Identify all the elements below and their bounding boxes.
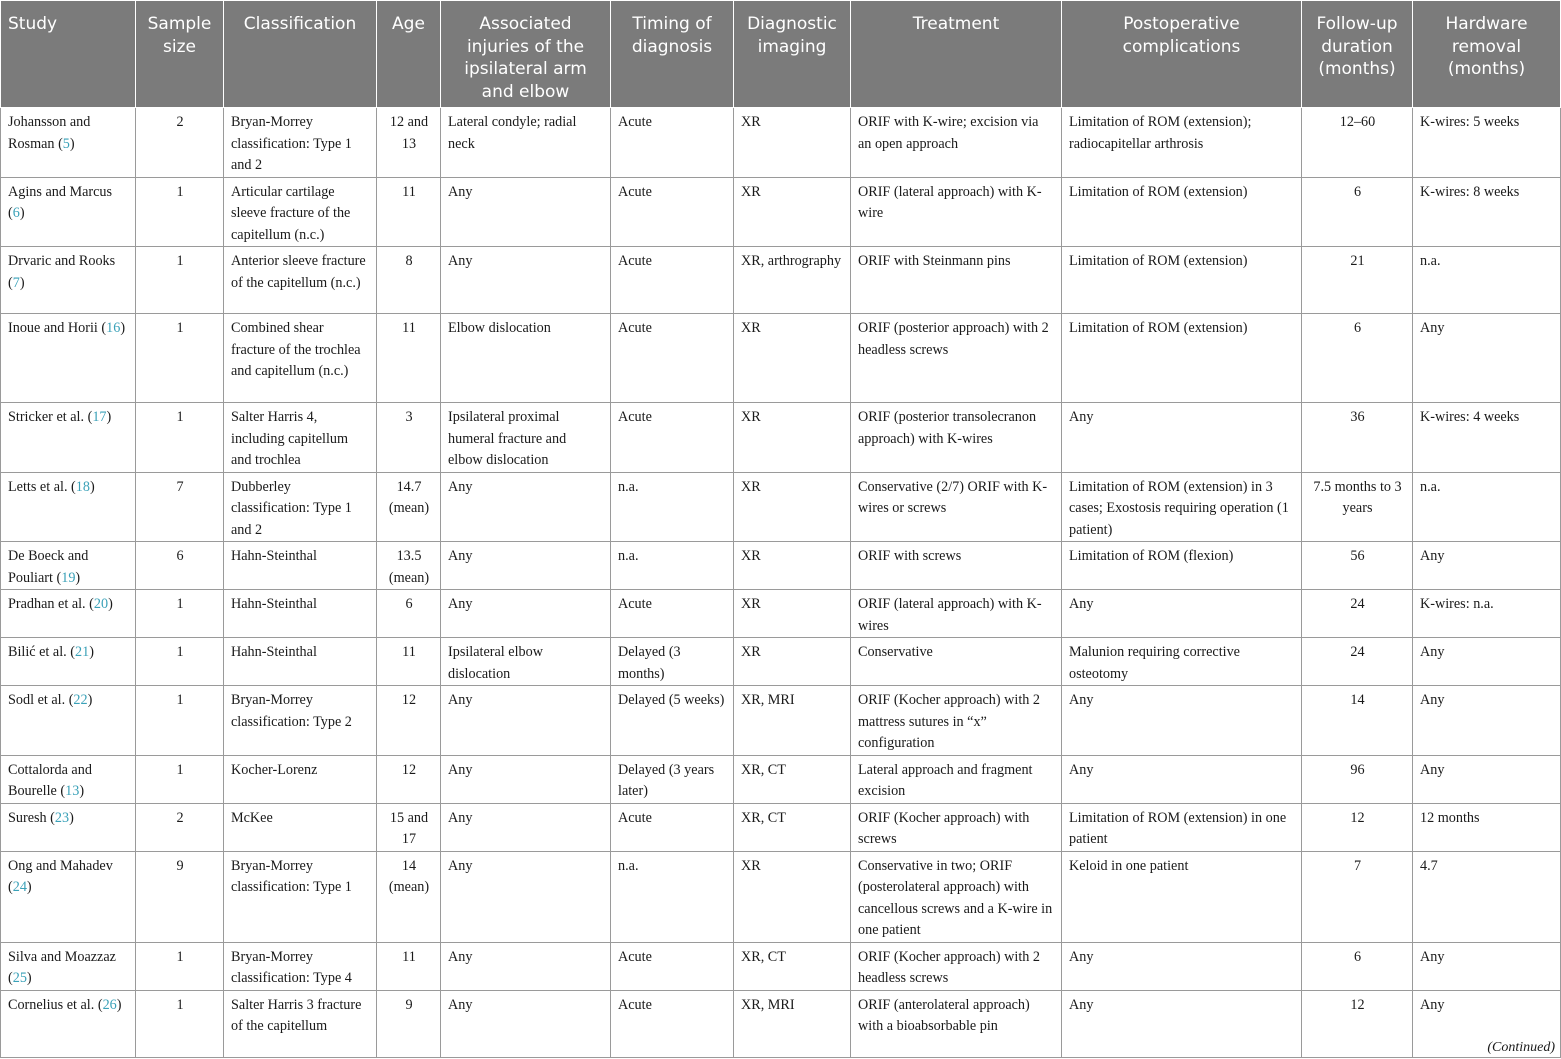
cell-study: Johansson and Rosman (5) <box>1 108 136 178</box>
cell-age: 14 (mean) <box>377 851 441 942</box>
cell-sample-size: 1 <box>136 942 224 990</box>
cell-classification: Articular cartilage sleeve fracture of the capitellum (n.c.) <box>224 177 377 247</box>
cell-sample-size: 1 <box>136 686 224 756</box>
cell-classification: Bryan-Morrey classification: Type 4 <box>224 942 377 990</box>
cell-treatment: Lateral approach and fragment excision <box>851 755 1062 803</box>
study-name: Silva and Moazzaz <box>8 948 116 965</box>
cell-treatment: ORIF (Kocher approach) with 2 mattress sutures in “x” configuration <box>851 686 1062 756</box>
study-name: Stricker et al. <box>8 409 85 425</box>
cell-sample-size: 1 <box>136 755 224 803</box>
cell-follow-up-duration: 96 <box>1302 755 1413 803</box>
study-name: Cottalorda and Bourelle <box>8 761 92 799</box>
cell-diagnostic-imaging: XR <box>734 177 851 247</box>
cell-sample-size: 1 <box>136 590 224 638</box>
cell-timing-of-diagnosis: Delayed (3 months) <box>611 638 734 686</box>
cell-associated-injuries: Any <box>441 755 611 803</box>
study-name: Letts et al. <box>8 478 68 495</box>
cell-treatment: ORIF with K-wire; excision via an open approach <box>851 108 1062 178</box>
cell-study: Cornelius et al. (26) <box>1 990 136 1057</box>
cell-postoperative-complications: Limitation of ROM (extension) in one patient <box>1062 803 1302 851</box>
cell-follow-up-duration: 21 <box>1302 247 1413 314</box>
cell-follow-up-duration: 12–60 <box>1302 108 1413 178</box>
cell-hardware-removal: K-wires: 4 weeks <box>1413 403 1561 473</box>
cell-sample-size: 1 <box>136 177 224 247</box>
cell-study: Letts et al. (18) <box>1 472 136 542</box>
continued-note: (Continued) <box>1487 1040 1555 1055</box>
cell-treatment: Conservative (2/7) ORIF with K-wires or screws <box>851 472 1062 542</box>
cell-associated-injuries: Any <box>441 247 611 314</box>
cell-study: Agins and Marcus (6) <box>1 177 136 247</box>
table-row <box>1 177 1561 247</box>
cell-classification: Salter Harris 4, including capitellum and trochlea <box>224 403 377 473</box>
cell-postoperative-complications: Malunion requiring corrective osteotomy <box>1062 638 1302 686</box>
cell-diagnostic-imaging: XR <box>734 314 851 403</box>
cell-diagnostic-imaging: XR <box>734 851 851 942</box>
cell-treatment: ORIF with screws <box>851 542 1062 590</box>
cell-treatment: ORIF with Steinmann pins <box>851 247 1062 314</box>
study-name: Agins and Marcus <box>8 183 113 200</box>
table-row <box>1 314 1561 403</box>
study-name: Cornelius et al. <box>8 996 95 1013</box>
cell-classification: Combined shear fracture of the trochlea and capitellum (n.c.) <box>224 314 377 403</box>
cell-sample-size: 1 <box>136 990 224 1057</box>
reference-link[interactable]: 25 <box>12 970 27 986</box>
cell-timing-of-diagnosis: Acute <box>611 942 734 990</box>
cell-diagnostic-imaging: XR <box>734 472 851 542</box>
cell-associated-injuries: Any <box>441 590 611 638</box>
table-row <box>1 472 1561 542</box>
reference-link[interactable]: 19 <box>61 569 76 586</box>
cell-sample-size: 1 <box>136 247 224 314</box>
cell-treatment: ORIF (lateral approach) with K-wire <box>851 177 1062 247</box>
cell-postoperative-complications: Any <box>1062 590 1302 638</box>
cell-follow-up-duration: 12 <box>1302 990 1413 1057</box>
reference-link[interactable]: 6 <box>12 205 20 221</box>
cell-hardware-removal: K-wires: 8 weeks <box>1413 177 1561 247</box>
study-name: Inoue and Horii <box>8 320 98 336</box>
table-row <box>1 542 1561 590</box>
cell-hardware-removal: Any <box>1413 990 1561 1057</box>
cell-hardware-removal: Any <box>1413 686 1561 756</box>
cell-timing-of-diagnosis: Acute <box>611 590 734 638</box>
header-study: Study <box>1 1 136 108</box>
table-row <box>1 638 1561 686</box>
cell-classification: Bryan-Morrey classification: Type 1 <box>224 851 377 942</box>
cell-timing-of-diagnosis: Acute <box>611 108 734 178</box>
study-name: Sodl et al. <box>8 692 66 708</box>
cell-associated-injuries: Any <box>441 686 611 756</box>
cell-follow-up-duration: 7.5 months to 3 years <box>1302 472 1413 542</box>
cell-hardware-removal: n.a. <box>1413 247 1561 314</box>
cell-classification: Hahn-Steinthal <box>224 638 377 686</box>
cell-associated-injuries: Ipsilateral proximal humeral fracture and elbow dislocation <box>441 403 611 473</box>
reference-link[interactable]: 22 <box>73 692 88 708</box>
header-treatment: Treatment <box>851 1 1062 108</box>
cell-age: 3 <box>377 403 441 473</box>
header-age: Age <box>377 1 441 108</box>
table-row <box>1 942 1561 990</box>
cell-associated-injuries: Any <box>441 990 611 1057</box>
cell-follow-up-duration: 56 <box>1302 542 1413 590</box>
cell-study: Inoue and Horii (16) <box>1 314 136 403</box>
cell-study: Silva and Moazzaz (25) <box>1 942 136 990</box>
cell-timing-of-diagnosis: n.a. <box>611 472 734 542</box>
table-header <box>1 1 1561 108</box>
reference-link[interactable]: 21 <box>75 644 90 660</box>
cell-classification: Bryan-Morrey classification: Type 2 <box>224 686 377 756</box>
cell-diagnostic-imaging: XR <box>734 403 851 473</box>
cell-age: 13.5 (mean) <box>377 542 441 590</box>
cell-postoperative-complications: Any <box>1062 990 1302 1057</box>
study-name: Bilić et al. <box>8 644 67 660</box>
cell-associated-injuries: Any <box>441 803 611 851</box>
cell-diagnostic-imaging: XR, CT <box>734 755 851 803</box>
cell-timing-of-diagnosis: Acute <box>611 314 734 403</box>
cell-age: 6 <box>377 590 441 638</box>
cell-treatment: ORIF (posterior approach) with 2 headless screws <box>851 314 1062 403</box>
table-row <box>1 990 1561 1057</box>
cell-follow-up-duration: 12 <box>1302 803 1413 851</box>
cell-classification: Bryan-Morrey classification: Type 1 and 2 <box>224 108 377 178</box>
cell-age: 14.7 (mean) <box>377 472 441 542</box>
reference-link[interactable]: 5 <box>62 135 70 152</box>
cell-study: Sodl et al. (22) <box>1 686 136 756</box>
cell-postoperative-complications: Limitation of ROM (extension) <box>1062 247 1302 314</box>
cell-postoperative-complications: Limitation of ROM (extension); radiocapitellar arthrosis <box>1062 108 1302 178</box>
cell-diagnostic-imaging: XR, CT <box>734 942 851 990</box>
cell-postoperative-complications: Any <box>1062 403 1302 473</box>
cell-follow-up-duration: 24 <box>1302 590 1413 638</box>
cell-diagnostic-imaging: XR <box>734 108 851 178</box>
cell-hardware-removal: Any <box>1413 638 1561 686</box>
header-hardware-removal: Hardware removal (months) <box>1413 1 1561 108</box>
table-row <box>1 803 1561 851</box>
cell-timing-of-diagnosis: Acute <box>611 990 734 1057</box>
cell-sample-size: 1 <box>136 314 224 403</box>
table-row <box>1 686 1561 756</box>
cell-diagnostic-imaging: XR <box>734 542 851 590</box>
cell-diagnostic-imaging: XR <box>734 590 851 638</box>
cell-treatment: Conservative <box>851 638 1062 686</box>
table-row <box>1 247 1561 314</box>
cell-postoperative-complications: Limitation of ROM (flexion) <box>1062 542 1302 590</box>
cell-timing-of-diagnosis: Delayed (3 years later) <box>611 755 734 803</box>
cell-age: 12 <box>377 755 441 803</box>
cell-hardware-removal: 4.7 <box>1413 851 1561 942</box>
cell-associated-injuries: Ipsilateral elbow dislocation <box>441 638 611 686</box>
cell-study: Ong and Mahadev (24) <box>1 851 136 942</box>
study-name: Drvaric and Rooks <box>8 253 116 269</box>
cell-associated-injuries: Any <box>441 542 611 590</box>
table-row <box>1 108 1561 178</box>
cell-classification: Dubberley classification: Type 1 and 2 <box>224 472 377 542</box>
cell-diagnostic-imaging: XR, MRI <box>734 686 851 756</box>
cell-treatment: ORIF (Kocher approach) with 2 headless screws <box>851 942 1062 990</box>
cell-hardware-removal: Any <box>1413 314 1561 403</box>
cell-sample-size: 1 <box>136 403 224 473</box>
cell-hardware-removal: n.a. <box>1413 472 1561 542</box>
cell-treatment: ORIF (Kocher approach) with screws <box>851 803 1062 851</box>
cell-hardware-removal: 12 months <box>1413 803 1561 851</box>
cell-sample-size: 1 <box>136 638 224 686</box>
header-associated-injuries: Associated injuries of the ipsilateral arm and elbow <box>441 1 611 108</box>
study-name: Pradhan et al. <box>8 596 86 612</box>
header-postoperative-complications: Postoperative complications <box>1062 1 1302 108</box>
cell-sample-size: 2 <box>136 108 224 178</box>
cell-follow-up-duration: 6 <box>1302 177 1413 247</box>
reference-link[interactable]: 17 <box>92 409 107 425</box>
cell-associated-injuries: Any <box>441 177 611 247</box>
cell-postoperative-complications: Any <box>1062 942 1302 990</box>
cell-hardware-removal: Any <box>1413 942 1561 990</box>
cell-follow-up-duration: 7 <box>1302 851 1413 942</box>
cell-diagnostic-imaging: XR <box>734 638 851 686</box>
header-timing-of-diagnosis: Timing of diagnosis <box>611 1 734 108</box>
cell-follow-up-duration: 14 <box>1302 686 1413 756</box>
cell-treatment: ORIF (lateral approach) with K-wires <box>851 590 1062 638</box>
cell-classification: Hahn-Steinthal <box>224 542 377 590</box>
reference-link[interactable]: 18 <box>75 478 90 495</box>
cell-age: 11 <box>377 177 441 247</box>
cell-postoperative-complications: Limitation of ROM (extension) <box>1062 177 1302 247</box>
header-follow-up-duration: Follow-up duration (months) <box>1302 1 1413 108</box>
table-row <box>1 755 1561 803</box>
cell-age: 11 <box>377 942 441 990</box>
study-name: Johansson and Rosman <box>8 114 91 152</box>
cell-timing-of-diagnosis: Acute <box>611 803 734 851</box>
cell-timing-of-diagnosis: Acute <box>611 177 734 247</box>
cell-age: 8 <box>377 247 441 314</box>
cell-study: Drvaric and Rooks (7) <box>1 247 136 314</box>
cell-treatment: ORIF (posterior transolecranon approach) with K-wires <box>851 403 1062 473</box>
cell-sample-size: 2 <box>136 803 224 851</box>
cell-classification: Salter Harris 3 fracture of the capitellum <box>224 990 377 1057</box>
cell-postoperative-complications: Any <box>1062 686 1302 756</box>
study-name: Suresh <box>8 809 47 826</box>
cell-sample-size: 6 <box>136 542 224 590</box>
header-row <box>1 1 1561 108</box>
cell-age: 15 and 17 <box>377 803 441 851</box>
cell-diagnostic-imaging: XR, arthrography <box>734 247 851 314</box>
cell-hardware-removal: Any <box>1413 755 1561 803</box>
reference-link[interactable]: 26 <box>102 996 117 1013</box>
cell-study: Pradhan et al. (20) <box>1 590 136 638</box>
cell-age: 12 and 13 <box>377 108 441 178</box>
reference-link[interactable]: 20 <box>93 596 109 612</box>
study-name: Ong and Mahadev <box>8 857 113 874</box>
cell-postoperative-complications: Limitation of ROM (extension) <box>1062 314 1302 403</box>
cell-classification: Kocher-Lorenz <box>224 755 377 803</box>
cell-classification: McKee <box>224 803 377 851</box>
reference-link[interactable]: 13 <box>65 783 80 799</box>
cell-hardware-removal: K-wires: 5 weeks <box>1413 108 1561 178</box>
table-row <box>1 403 1561 473</box>
cell-treatment: ORIF (anterolateral approach) with a bioabsorbable pin <box>851 990 1062 1057</box>
cell-classification: Anterior sleeve fracture of the capitellum (n.c.) <box>224 247 377 314</box>
reference-link[interactable]: 23 <box>54 809 70 826</box>
cell-study: Suresh (23) <box>1 803 136 851</box>
cell-timing-of-diagnosis: Acute <box>611 247 734 314</box>
cell-hardware-removal: K-wires: n.a. <box>1413 590 1561 638</box>
cell-postoperative-complications: Limitation of ROM (extension) in 3 cases; Exostosis requiring operation (1 patient) <box>1062 472 1302 542</box>
table-row <box>1 590 1561 638</box>
reference-link[interactable]: 16 <box>106 320 121 336</box>
reference-link[interactable]: 7 <box>12 274 20 291</box>
cell-associated-injuries: Any <box>441 472 611 542</box>
cell-associated-injuries: Lateral condyle; radial neck <box>441 108 611 178</box>
header-sample-size: Sample size <box>136 1 224 108</box>
cell-follow-up-duration: 36 <box>1302 403 1413 473</box>
cell-follow-up-duration: 6 <box>1302 942 1413 990</box>
table-row <box>1 851 1561 942</box>
cell-follow-up-duration: 24 <box>1302 638 1413 686</box>
cell-study: Cottalorda and Bourelle (13) <box>1 755 136 803</box>
cell-age: 11 <box>377 314 441 403</box>
cell-hardware-removal: Any <box>1413 542 1561 590</box>
cell-study: De Boeck and Pouliart (19) <box>1 542 136 590</box>
cell-postoperative-complications: Any <box>1062 755 1302 803</box>
cell-classification: Hahn-Steinthal <box>224 590 377 638</box>
cell-diagnostic-imaging: XR, CT <box>734 803 851 851</box>
cell-associated-injuries: Any <box>441 851 611 942</box>
header-diagnostic-imaging: Diagnostic imaging <box>734 1 851 108</box>
cell-treatment: Conservative in two; ORIF (posterolateral approach) with cancellous screws and a K-wire in one patient <box>851 851 1062 942</box>
cell-timing-of-diagnosis: Acute <box>611 403 734 473</box>
cell-age: 12 <box>377 686 441 756</box>
cell-age: 9 <box>377 990 441 1057</box>
cell-timing-of-diagnosis: Delayed (5 weeks) <box>611 686 734 756</box>
reference-link[interactable]: 24 <box>12 879 27 895</box>
table-body <box>1 108 1561 1058</box>
cell-associated-injuries: Any <box>441 942 611 990</box>
cell-timing-of-diagnosis: n.a. <box>611 542 734 590</box>
cell-age: 11 <box>377 638 441 686</box>
cell-diagnostic-imaging: XR, MRI <box>734 990 851 1057</box>
cell-sample-size: 7 <box>136 472 224 542</box>
cell-associated-injuries: Elbow dislocation <box>441 314 611 403</box>
cell-timing-of-diagnosis: n.a. <box>611 851 734 942</box>
cell-study: Bilić et al. (21) <box>1 638 136 686</box>
study-name: De Boeck and Pouliart <box>8 548 89 586</box>
cell-sample-size: 9 <box>136 851 224 942</box>
header-classification: Classification <box>224 1 377 108</box>
cell-postoperative-complications: Keloid in one patient <box>1062 851 1302 942</box>
cell-follow-up-duration: 6 <box>1302 314 1413 403</box>
cell-study: Stricker et al. (17) <box>1 403 136 473</box>
